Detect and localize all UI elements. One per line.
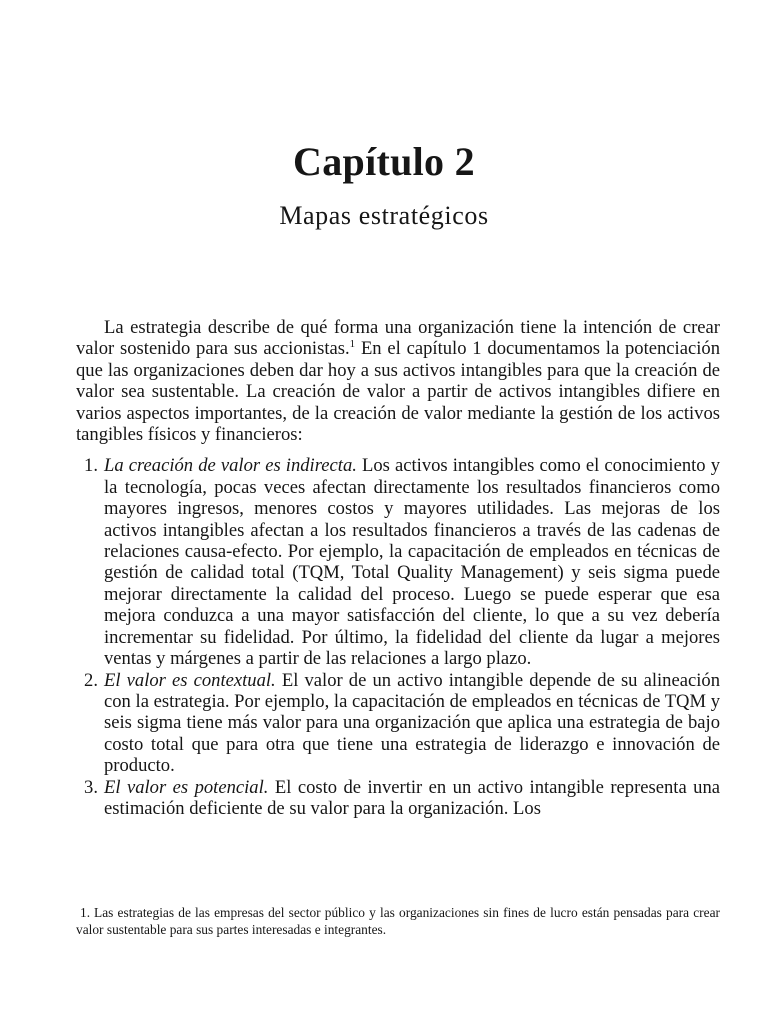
list-item-title: La creación de valor es indirecta. xyxy=(104,455,357,477)
intro-text-continued: En el capítulo 1 documentamos la potenciación que las organizaciones deben dar hoy a sus activos intangibles para que la creación de valor sea sustentable. La creación de valor a partir de activos intangibles difiere en varios aspectos importantes, de la creación de valor mediante la gestión de los activos tangibles físicos y financieros: xyxy=(76,338,720,446)
chapter-title: Capítulo 2 xyxy=(293,139,475,184)
footnote-number: 1. xyxy=(80,905,91,920)
body-text xyxy=(76,317,720,819)
numbered-list xyxy=(76,455,720,819)
list-item xyxy=(76,455,720,669)
list-item-text: El valor de un activo intangible depende de su alineación con la estrategia. Por ejemplo, la capacitación de empleados en técnicas de TQM y seis sigma tiene más valor para una organización que aplica una estrategia de bajo costo total que para otra que tiene una estrategia de liderazgo e innovación de producto. xyxy=(104,669,720,777)
list-item-text: Los activos intangibles como el conocimiento y la tecnología, pocas veces afectan directamente los resultados financieros como mayores ingresos, menores costos y mayores utilidades. Las mejoras de los activos intangibles afectan a los resultados financieros a través de las cadenas de relaciones causa-efecto. Por ejemplo, la capacitación de empleados en técnicas de gestión de calidad total (TQM, Total Quality Management) y seis sigma puede mejorar directamente la calidad del proceso. Luego se puede esperar que esa mejora conduzca a una mayor satisfacción del cliente, lo que a su vez debería incrementar su fidelidad. Por último, la fidelidad del cliente da lugar a mejores ventas y márgenes a partir de las relaciones a largo plazo. xyxy=(104,455,720,670)
footnote xyxy=(76,904,720,938)
list-item xyxy=(76,777,720,820)
footnote-text: Las estrategias de las empresas del sector público y las organizaciones sin fines de lucro están pensadas para crear valor sustentable para sus partes interesadas e integrantes. xyxy=(76,905,720,937)
footnote-reference: 1 xyxy=(349,338,356,351)
intro-paragraph xyxy=(76,317,720,445)
list-item-number: 2. xyxy=(84,669,98,691)
list-item-number: 3. xyxy=(84,776,98,798)
list-item-text: El costo de invertir en un activo intangible representa una estimación deficiente de su valor para la organización. Los xyxy=(104,776,721,819)
list-item-title: El valor es potencial. xyxy=(104,776,269,798)
list-item xyxy=(76,670,720,777)
list-item-title: El valor es contextual. xyxy=(104,669,276,691)
list-item-number: 1. xyxy=(84,455,98,477)
intro-text: La estrategia describe de qué forma una organización tiene la intención de crear valor sostenido para sus accionistas. xyxy=(76,317,720,360)
chapter-subtitle: Mapas estratégicos xyxy=(279,201,489,230)
